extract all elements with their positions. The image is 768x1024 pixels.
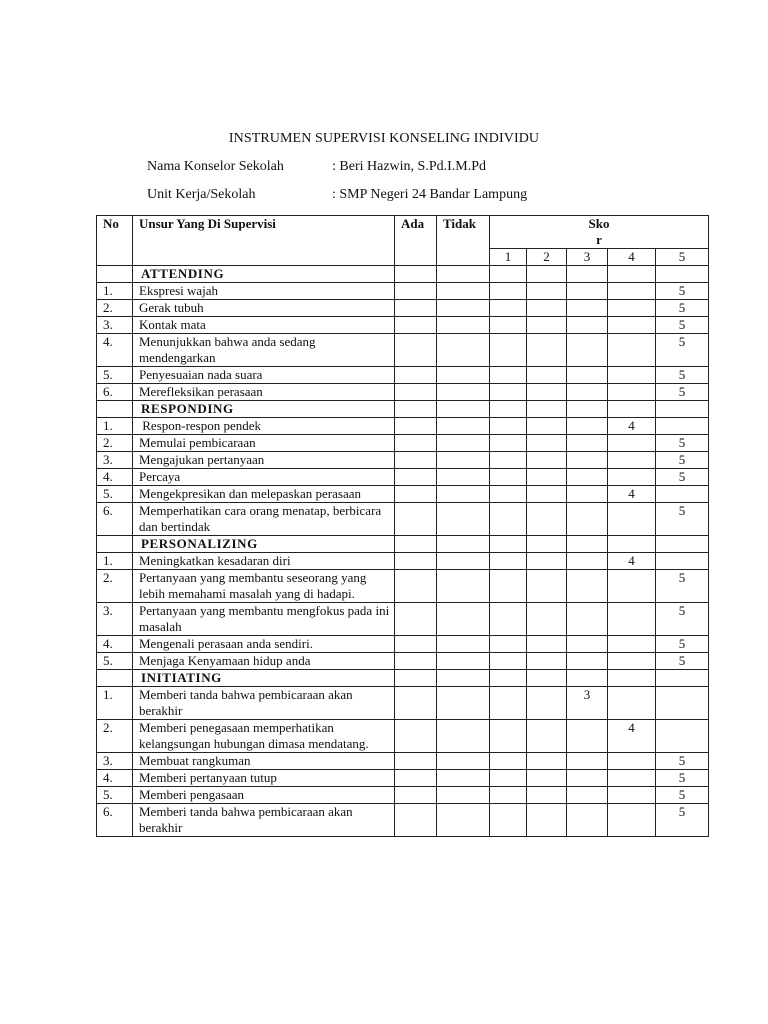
- row-score-5: [656, 720, 709, 753]
- row-item: Respon-respon pendek: [133, 418, 395, 435]
- row-tidak: [437, 317, 490, 334]
- row-tidak: [437, 636, 490, 653]
- row-score-3: [567, 266, 608, 283]
- row-tidak: [437, 687, 490, 720]
- row-score-5: [656, 418, 709, 435]
- header-skor-line1: Sko: [588, 216, 610, 231]
- row-score-5: 5: [656, 283, 709, 300]
- row-tidak: [437, 367, 490, 384]
- row-score-4: [608, 753, 656, 770]
- row-tidak: [437, 503, 490, 536]
- table-row: [97, 503, 709, 536]
- row-score-3: [567, 283, 608, 300]
- row-score-2: [527, 317, 567, 334]
- row-ada: [395, 787, 437, 804]
- row-score-4: [608, 283, 656, 300]
- row-score-3: [567, 553, 608, 570]
- table-row: [97, 636, 709, 653]
- row-score-5: 5: [656, 770, 709, 787]
- row-score-4: [608, 317, 656, 334]
- row-score-4: [608, 770, 656, 787]
- document-title: INSTRUMEN SUPERVISI KONSELING INDIVIDU: [228, 131, 540, 146]
- row-tidak: [437, 570, 490, 603]
- row-tidak: [437, 401, 490, 418]
- row-score-2: [527, 300, 567, 317]
- table-row: [97, 720, 709, 753]
- row-tidak: [437, 536, 490, 553]
- row-score-5: 5: [656, 503, 709, 536]
- row-score-4: [608, 503, 656, 536]
- table-row: [97, 653, 709, 670]
- table-row: [97, 452, 709, 469]
- meta-school-label: Unit Kerja/Sekolah: [147, 187, 256, 202]
- row-ada: [395, 283, 437, 300]
- row-score-5: 5: [656, 435, 709, 452]
- row-number: 5.: [97, 367, 133, 384]
- row-item: Gerak tubuh: [133, 300, 395, 317]
- row-score-5: 5: [656, 653, 709, 670]
- row-ada: [395, 687, 437, 720]
- row-ada: [395, 418, 437, 435]
- row-score-3: [567, 435, 608, 452]
- row-score-2: [527, 553, 567, 570]
- header-skor-line2: r: [596, 232, 602, 247]
- row-score-5: [656, 266, 709, 283]
- row-score-5: 5: [656, 753, 709, 770]
- row-score-5: [656, 687, 709, 720]
- row-number: 1.: [97, 283, 133, 300]
- row-tidak: [437, 804, 490, 837]
- row-score-2: [527, 266, 567, 283]
- row-tidak: [437, 787, 490, 804]
- row-number: [97, 401, 133, 418]
- row-score-1: [490, 367, 527, 384]
- row-score-2: [527, 804, 567, 837]
- supervision-table: [96, 215, 709, 837]
- row-score-1: [490, 469, 527, 486]
- section-title: RESPONDING: [133, 401, 395, 418]
- row-score-2: [527, 401, 567, 418]
- row-score-3: [567, 401, 608, 418]
- row-score-4: [608, 334, 656, 367]
- row-number: 2.: [97, 570, 133, 603]
- row-score-2: [527, 570, 567, 603]
- row-score-1: [490, 418, 527, 435]
- row-score-4: 4: [608, 486, 656, 503]
- row-score-3: [567, 334, 608, 367]
- row-score-4: 4: [608, 720, 656, 753]
- row-score-1: [490, 435, 527, 452]
- row-score-3: [567, 317, 608, 334]
- row-score-2: [527, 687, 567, 720]
- row-score-3: [567, 367, 608, 384]
- row-score-4: [608, 536, 656, 553]
- row-score-1: [490, 570, 527, 603]
- row-score-2: [527, 418, 567, 435]
- row-score-3: [567, 452, 608, 469]
- row-score-1: [490, 770, 527, 787]
- row-number: 5.: [97, 486, 133, 503]
- row-tidak: [437, 670, 490, 687]
- row-ada: [395, 367, 437, 384]
- row-score-3: [567, 384, 608, 401]
- row-tidak: [437, 653, 490, 670]
- row-tidak: [437, 603, 490, 636]
- row-score-1: [490, 753, 527, 770]
- row-score-4: [608, 603, 656, 636]
- row-score-5: [656, 486, 709, 503]
- row-tidak: [437, 435, 490, 452]
- row-score-2: [527, 636, 567, 653]
- row-item: Mengekpresikan dan melepaskan perasaan: [133, 486, 395, 503]
- row-item: Memperhatikan cara orang menatap, berbicara dan bertindak: [133, 503, 395, 536]
- row-score-3: 3: [567, 687, 608, 720]
- table-row: [97, 367, 709, 384]
- row-item: Merefleksikan perasaan: [133, 384, 395, 401]
- row-number: 3.: [97, 603, 133, 636]
- row-score-4: [608, 300, 656, 317]
- header-skor: [490, 216, 709, 249]
- row-score-2: [527, 452, 567, 469]
- row-score-1: [490, 670, 527, 687]
- row-score-3: [567, 653, 608, 670]
- row-number: 2.: [97, 720, 133, 753]
- row-score-3: [567, 536, 608, 553]
- row-score-1: [490, 486, 527, 503]
- row-tidak: [437, 266, 490, 283]
- section-row: [97, 266, 709, 283]
- score-col-4: 4: [608, 249, 656, 266]
- table-row: [97, 770, 709, 787]
- row-item: Ekspresi wajah: [133, 283, 395, 300]
- row-score-2: [527, 283, 567, 300]
- row-score-4: [608, 401, 656, 418]
- row-ada: [395, 452, 437, 469]
- row-score-3: [567, 300, 608, 317]
- row-score-5: 5: [656, 787, 709, 804]
- row-item: Meningkatkan kesadaran diri: [133, 553, 395, 570]
- table-row: [97, 553, 709, 570]
- row-score-5: 5: [656, 570, 709, 603]
- row-score-3: [567, 720, 608, 753]
- row-score-2: [527, 469, 567, 486]
- row-ada: [395, 753, 437, 770]
- row-tidak: [437, 486, 490, 503]
- row-tidak: [437, 334, 490, 367]
- row-score-3: [567, 636, 608, 653]
- row-score-5: [656, 536, 709, 553]
- row-ada: [395, 435, 437, 452]
- row-score-5: 5: [656, 603, 709, 636]
- row-ada: [395, 536, 437, 553]
- row-item: Pertanyaan yang membantu mengfokus pada ini masalah: [133, 603, 395, 636]
- row-number: 5.: [97, 787, 133, 804]
- row-ada: [395, 469, 437, 486]
- meta-counselor-value: : Beri Hazwin, S.Pd.I.M.Pd: [332, 159, 486, 174]
- row-item: Pertanyaan yang membantu seseorang yang lebih memahami masalah yang di hadapi.: [133, 570, 395, 603]
- row-score-2: [527, 603, 567, 636]
- row-item: Percaya: [133, 469, 395, 486]
- section-title: PERSONALIZING: [133, 536, 395, 553]
- table-row: [97, 317, 709, 334]
- row-score-2: [527, 770, 567, 787]
- row-score-3: [567, 570, 608, 603]
- score-col-3: 3: [567, 249, 608, 266]
- row-tidak: [437, 469, 490, 486]
- row-score-5: [656, 401, 709, 418]
- row-score-3: [567, 603, 608, 636]
- row-item: Memulai pembicaraan: [133, 435, 395, 452]
- row-score-1: [490, 536, 527, 553]
- row-number: 4.: [97, 469, 133, 486]
- row-number: 2.: [97, 435, 133, 452]
- row-number: 1.: [97, 418, 133, 435]
- row-score-4: [608, 687, 656, 720]
- row-item: Penyesuaian nada suara: [133, 367, 395, 384]
- row-score-5: [656, 670, 709, 687]
- row-score-2: [527, 486, 567, 503]
- row-score-5: 5: [656, 384, 709, 401]
- row-score-2: [527, 367, 567, 384]
- row-ada: [395, 770, 437, 787]
- row-score-4: [608, 435, 656, 452]
- row-item: Memberi pertanyaan tutup: [133, 770, 395, 787]
- header-tidak: Tidak: [437, 216, 490, 266]
- table-row: [97, 418, 709, 435]
- score-col-5: 5: [656, 249, 709, 266]
- row-tidak: [437, 753, 490, 770]
- row-score-4: [608, 266, 656, 283]
- row-tidak: [437, 452, 490, 469]
- row-ada: [395, 503, 437, 536]
- row-number: 1.: [97, 553, 133, 570]
- row-item: Menjaga Kenyamaan hidup anda: [133, 653, 395, 670]
- row-score-2: [527, 435, 567, 452]
- row-score-5: 5: [656, 804, 709, 837]
- row-ada: [395, 720, 437, 753]
- row-item: Memberi pengasaan: [133, 787, 395, 804]
- row-score-1: [490, 300, 527, 317]
- row-number: 6.: [97, 384, 133, 401]
- row-number: 4.: [97, 636, 133, 653]
- row-score-1: [490, 503, 527, 536]
- row-tidak: [437, 418, 490, 435]
- row-score-1: [490, 401, 527, 418]
- table-row: [97, 300, 709, 317]
- row-score-1: [490, 553, 527, 570]
- row-score-2: [527, 653, 567, 670]
- row-item: Mengajukan pertanyaan: [133, 452, 395, 469]
- row-item: Mengenali perasaan anda sendiri.: [133, 636, 395, 653]
- row-score-5: 5: [656, 636, 709, 653]
- row-tidak: [437, 770, 490, 787]
- header-ada: Ada: [395, 216, 437, 266]
- row-score-3: [567, 670, 608, 687]
- table-row: [97, 687, 709, 720]
- section-title: ATTENDING: [133, 266, 395, 283]
- row-item: Memberi penegasaan memperhatikan kelangsungan hubungan dimasa mendatang.: [133, 720, 395, 753]
- row-tidak: [437, 300, 490, 317]
- row-score-2: [527, 384, 567, 401]
- row-score-3: [567, 787, 608, 804]
- row-score-4: [608, 367, 656, 384]
- row-score-1: [490, 317, 527, 334]
- row-score-5: 5: [656, 317, 709, 334]
- row-ada: [395, 670, 437, 687]
- table-row: [97, 603, 709, 636]
- row-number: 4.: [97, 334, 133, 367]
- row-score-1: [490, 720, 527, 753]
- section-title: INITIATING: [133, 670, 395, 687]
- table-row: [97, 753, 709, 770]
- row-score-2: [527, 670, 567, 687]
- row-score-3: [567, 469, 608, 486]
- row-score-1: [490, 804, 527, 837]
- section-row: [97, 401, 709, 418]
- row-number: 2.: [97, 300, 133, 317]
- row-tidak: [437, 553, 490, 570]
- row-item: Membuat rangkuman: [133, 753, 395, 770]
- header-item: Unsur Yang Di Supervisi: [133, 216, 395, 266]
- row-score-4: 4: [608, 553, 656, 570]
- row-score-1: [490, 334, 527, 367]
- row-number: [97, 670, 133, 687]
- row-score-2: [527, 753, 567, 770]
- table-row: [97, 570, 709, 603]
- row-score-3: [567, 418, 608, 435]
- row-number: 3.: [97, 753, 133, 770]
- row-score-1: [490, 452, 527, 469]
- row-score-5: 5: [656, 469, 709, 486]
- row-score-4: [608, 384, 656, 401]
- row-score-5: [656, 553, 709, 570]
- row-score-3: [567, 486, 608, 503]
- row-tidak: [437, 720, 490, 753]
- score-col-2: 2: [527, 249, 567, 266]
- row-ada: [395, 570, 437, 603]
- row-score-2: [527, 536, 567, 553]
- table-row: [97, 334, 709, 367]
- row-item: Menunjukkan bahwa anda sedang mendengarkan: [133, 334, 395, 367]
- meta-counselor-label: Nama Konselor Sekolah: [147, 159, 284, 174]
- row-score-5: 5: [656, 300, 709, 317]
- row-score-1: [490, 603, 527, 636]
- row-tidak: [437, 384, 490, 401]
- row-score-1: [490, 653, 527, 670]
- row-ada: [395, 603, 437, 636]
- row-ada: [395, 486, 437, 503]
- row-tidak: [437, 283, 490, 300]
- row-score-4: [608, 452, 656, 469]
- row-number: 3.: [97, 452, 133, 469]
- table-body: [97, 266, 709, 837]
- row-score-1: [490, 787, 527, 804]
- row-ada: [395, 317, 437, 334]
- row-score-4: [608, 670, 656, 687]
- row-score-3: [567, 503, 608, 536]
- row-ada: [395, 384, 437, 401]
- row-score-4: [608, 636, 656, 653]
- table-header-row: [97, 216, 709, 249]
- row-number: 6.: [97, 503, 133, 536]
- row-score-2: [527, 787, 567, 804]
- meta-school-value: : SMP Negeri 24 Bandar Lampung: [332, 187, 528, 202]
- row-score-4: [608, 804, 656, 837]
- row-ada: [395, 636, 437, 653]
- row-ada: [395, 266, 437, 283]
- row-item: Kontak mata: [133, 317, 395, 334]
- score-col-1: 1: [490, 249, 527, 266]
- table-row: [97, 283, 709, 300]
- row-score-5: 5: [656, 334, 709, 367]
- row-item: Memberi tanda bahwa pembicaraan akan berakhir: [133, 804, 395, 837]
- row-item: Memberi tanda bahwa pembicaraan akan berakhir: [133, 687, 395, 720]
- row-score-4: [608, 469, 656, 486]
- table-row: [97, 469, 709, 486]
- section-row: [97, 670, 709, 687]
- row-ada: [395, 401, 437, 418]
- row-number: [97, 536, 133, 553]
- row-score-1: [490, 687, 527, 720]
- table-row: [97, 384, 709, 401]
- row-number: 5.: [97, 653, 133, 670]
- row-score-2: [527, 503, 567, 536]
- row-ada: [395, 553, 437, 570]
- row-ada: [395, 653, 437, 670]
- row-number: 1.: [97, 687, 133, 720]
- row-score-2: [527, 334, 567, 367]
- row-score-1: [490, 283, 527, 300]
- row-score-4: [608, 570, 656, 603]
- row-score-5: 5: [656, 367, 709, 384]
- row-number: 4.: [97, 770, 133, 787]
- row-score-1: [490, 266, 527, 283]
- row-score-1: [490, 636, 527, 653]
- row-score-4: [608, 653, 656, 670]
- row-score-4: [608, 787, 656, 804]
- row-score-2: [527, 720, 567, 753]
- row-ada: [395, 334, 437, 367]
- header-no: No: [97, 216, 133, 266]
- row-score-3: [567, 804, 608, 837]
- row-ada: [395, 300, 437, 317]
- row-number: 6.: [97, 804, 133, 837]
- row-score-3: [567, 753, 608, 770]
- row-score-1: [490, 384, 527, 401]
- section-row: [97, 536, 709, 553]
- row-score-4: 4: [608, 418, 656, 435]
- row-ada: [395, 804, 437, 837]
- row-score-3: [567, 770, 608, 787]
- table-row: [97, 804, 709, 837]
- table-row: [97, 787, 709, 804]
- row-score-5: 5: [656, 452, 709, 469]
- table-row: [97, 435, 709, 452]
- row-number: [97, 266, 133, 283]
- row-number: 3.: [97, 317, 133, 334]
- table-row: [97, 486, 709, 503]
